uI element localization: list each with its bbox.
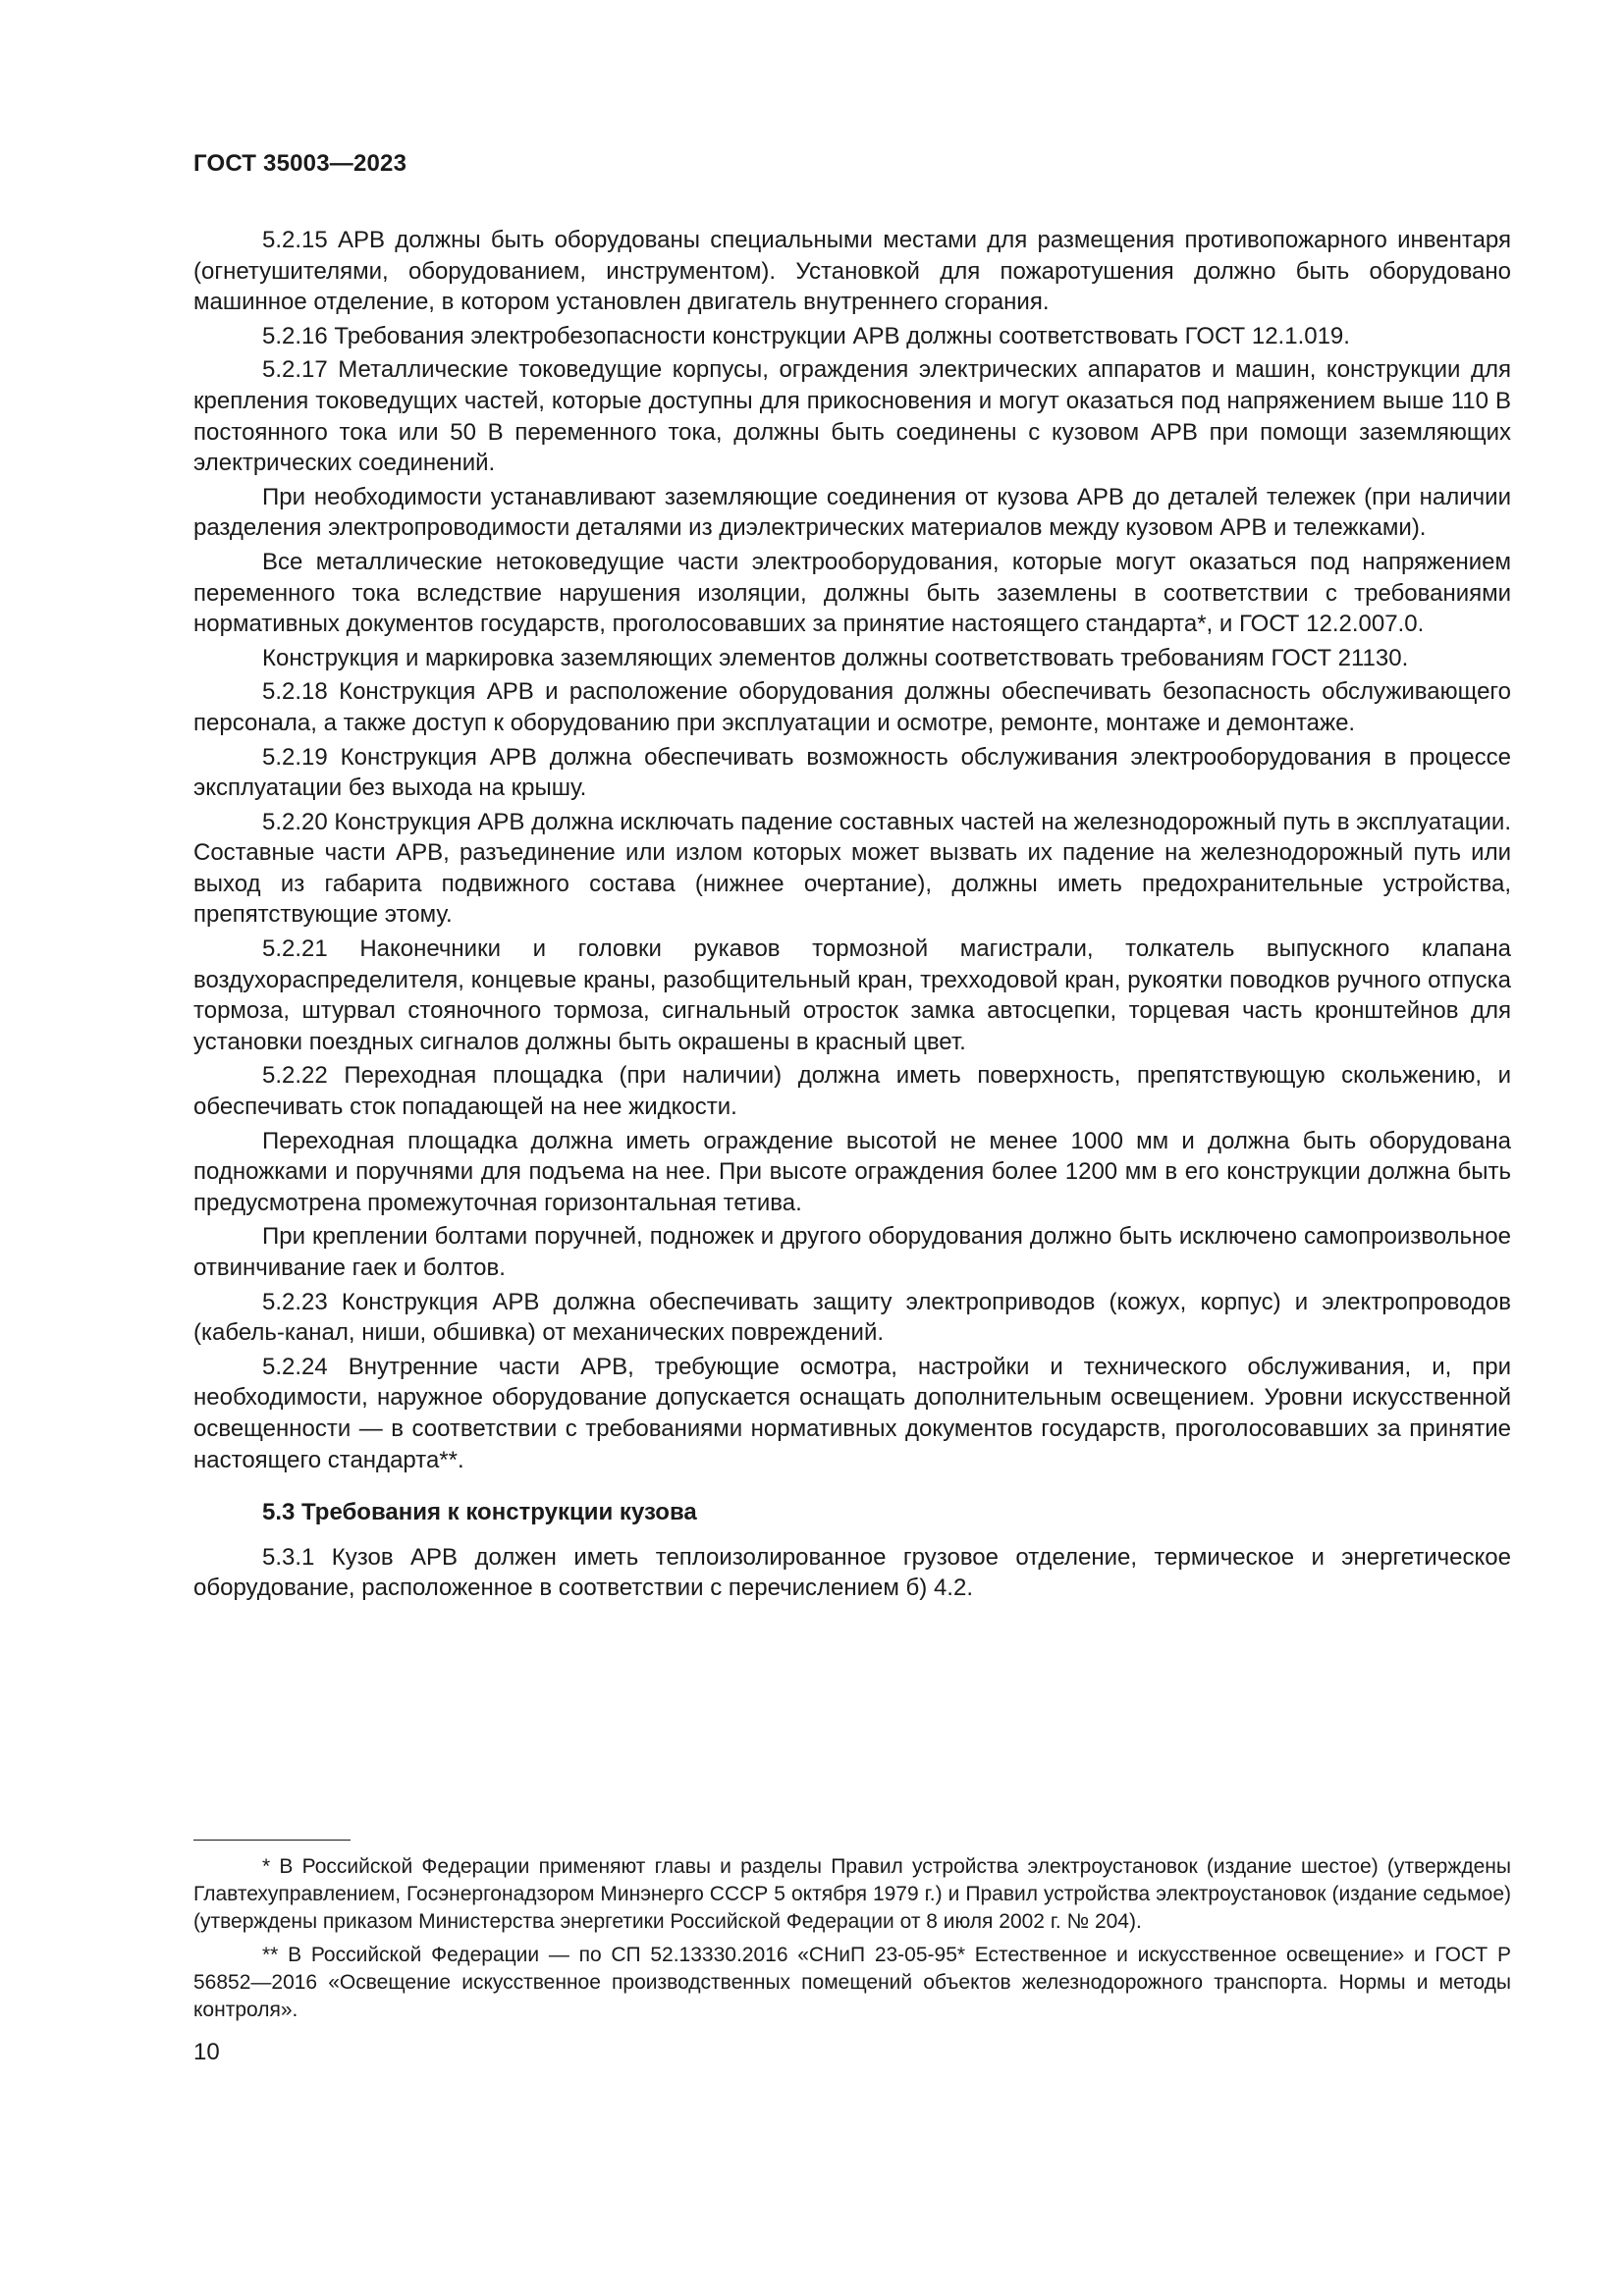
paragraph-5-2-16: 5.2.16 Требования электробезопасности конструкции АРВ должны соответствовать ГОСТ 12.1.019. [262,322,1350,349]
paragraph-5-3-1: 5.3.1 Кузов АРВ должен иметь теплоизолированное грузовое отделение, термическое и энергетическое оборудование, расположенное в соответствии с перечислением б) 4.2. [193,1543,1511,1602]
paragraph-5-2-21: 5.2.21 Наконечники и головки рукавов тормозной магистрали, толкатель выпускного клапана воздухораспределителя, концевые краны, разобщительный кран, трехходовой кран, рукоятки поводков ручного отпуска тормоза, штурвал стояночного тормоза, сигнальный отросток замка автосцепки, торцевая часть кронштейнов для установки поездных сигналов должны быть окрашены в красный цвет. [193,935,1511,1055]
page-number: 10 [193,2039,220,2065]
paragraph-grounding-marking: Конструкция и маркировка заземляющих элементов должны соответствовать требованиям ГОСТ 21130. [262,644,1409,671]
paragraph-5-2-19: 5.2.19 Конструкция АРВ должна обеспечивать возможность обслуживания электрооборудования в процессе эксплуатации без выхода на крышу. [193,743,1511,802]
paragraph-platform-railing: Переходная площадка должна иметь ограждение высотой не менее 1000 мм и должна быть оборудована подножками и поручнями для подъема на нее. При высоте ограждения более 1200 мм в его конструкции должна быть предусмотрена промежуточная горизонтальная тетива. [193,1127,1511,1216]
paragraph-5-2-20: 5.2.20 Конструкция АРВ должна исключать падение составных частей на железнодорожный путь в эксплуатации. Составные части АРВ, разъединение или излом которых может вызвать их падение на железнодорожный путь или выход из габарита подвижного состава (нижнее очертание), должны иметь предохранительные устройства, препятствующие этому. [193,808,1511,929]
paragraph-5-2-15: 5.2.15 АРВ должны быть оборудованы специальными местами для размещения противопожарного инвентаря (огнетушителями, оборудованием, инструментом). Установкой для пожаротушения должно быть оборудовано машинное отделение, в котором установлен двигатель внутреннего сгорания. [193,227,1511,316]
document-code-header: ГОСТ 35003—2023 [193,150,407,177]
paragraph-grounding-bogies: При необходимости устанавливают заземляющие соединения от кузова АРВ до деталей тележек (при наличии разделения электропроводимости деталями из диэлектрических материалов между кузовом АРВ и тележками). [193,483,1511,542]
section-heading-5-3: 5.3 Требования к конструкции кузова [262,1499,697,1526]
footnote-double-asterisk: ** В Российской Федерации — по СП 52.13330.2016 «СНиП 23-05-95* Естественное и искусственное освещение» и ГОСТ Р 56852—2016 «Освещение искусственное производственных помещений объектов железнодорожного транспорта. Нормы и методы контроля». [193,1944,1511,2021]
paragraph-5-2-17: 5.2.17 Металлические токоведущие корпусы, ограждения электрических аппаратов и машин, конструкции для крепления токоведущих частей, которые доступны для прикосновения и могут оказаться под напряжением выше 110 В постоянного тока или 50 В переменного тока, должны быть соединены с кузовом АРВ при помощи заземляющих электрических соединений. [193,356,1511,477]
main-text [193,225,1511,1604]
paragraph-5-2-23: 5.2.23 Конструкция АРВ должна обеспечивать защиту электроприводов (кожух, корпус) и электропроводов (кабель-канал, ниши, обшивка) от механических повреждений. [193,1288,1511,1347]
paragraph-5-2-22: 5.2.22 Переходная площадка (при наличии) должна иметь поверхность, препятствующую скольжению, и обеспечивать сток попадающей на нее жидкости. [193,1062,1511,1121]
paragraph-5-2-24: 5.2.24 Внутренние части АРВ, требующие осмотра, настройки и технического обслуживания, и, при необходимости, наружное оборудование допускается оснащать дополнительным освещением. Уровни искусственной освещенности — в соответствии с требованиями нормативных документов государств, проголосовавших за принятие настоящего стандарта**. [193,1353,1511,1473]
paragraph-5-2-18: 5.2.18 Конструкция АРВ и расположение оборудования должны обеспечивать безопасность обслуживающего персонала, а также доступ к оборудованию при эксплуатации и осмотре, ремонте, монтаже и демонтаже. [193,678,1511,736]
footnotes [193,1853,1511,2024]
footnote-divider [193,1840,351,1841]
footnote-single-asterisk: * В Российской Федерации применяют главы и разделы Правил устройства электроустановок (издание шестое) (утверждены Главтехуправлением, Госэнергонадзором Минэнерго СССР 5 октября 1979 г.) и Правил устройства электроустановок (издание седьмое) (утверждены приказом Министерства энергетики Российской Федерации от 8 июля 2002 г. № 204). [193,1855,1511,1933]
paragraph-non-current-parts: Все металлические нетоковедущие части электрооборудования, которые могут оказаться под напряжением переменного тока вследствие нарушения изоляции, должны быть заземлены в соответствии с требованиями нормативных документов государств, проголосовавших за принятие настоящего стандарта*, и ГОСТ 12.2.007.0. [193,548,1511,638]
paragraph-bolt-fastening: При креплении болтами поручней, подножек и другого оборудования должно быть исключено самопроизвольное отвинчивание гаек и болтов. [193,1223,1511,1281]
